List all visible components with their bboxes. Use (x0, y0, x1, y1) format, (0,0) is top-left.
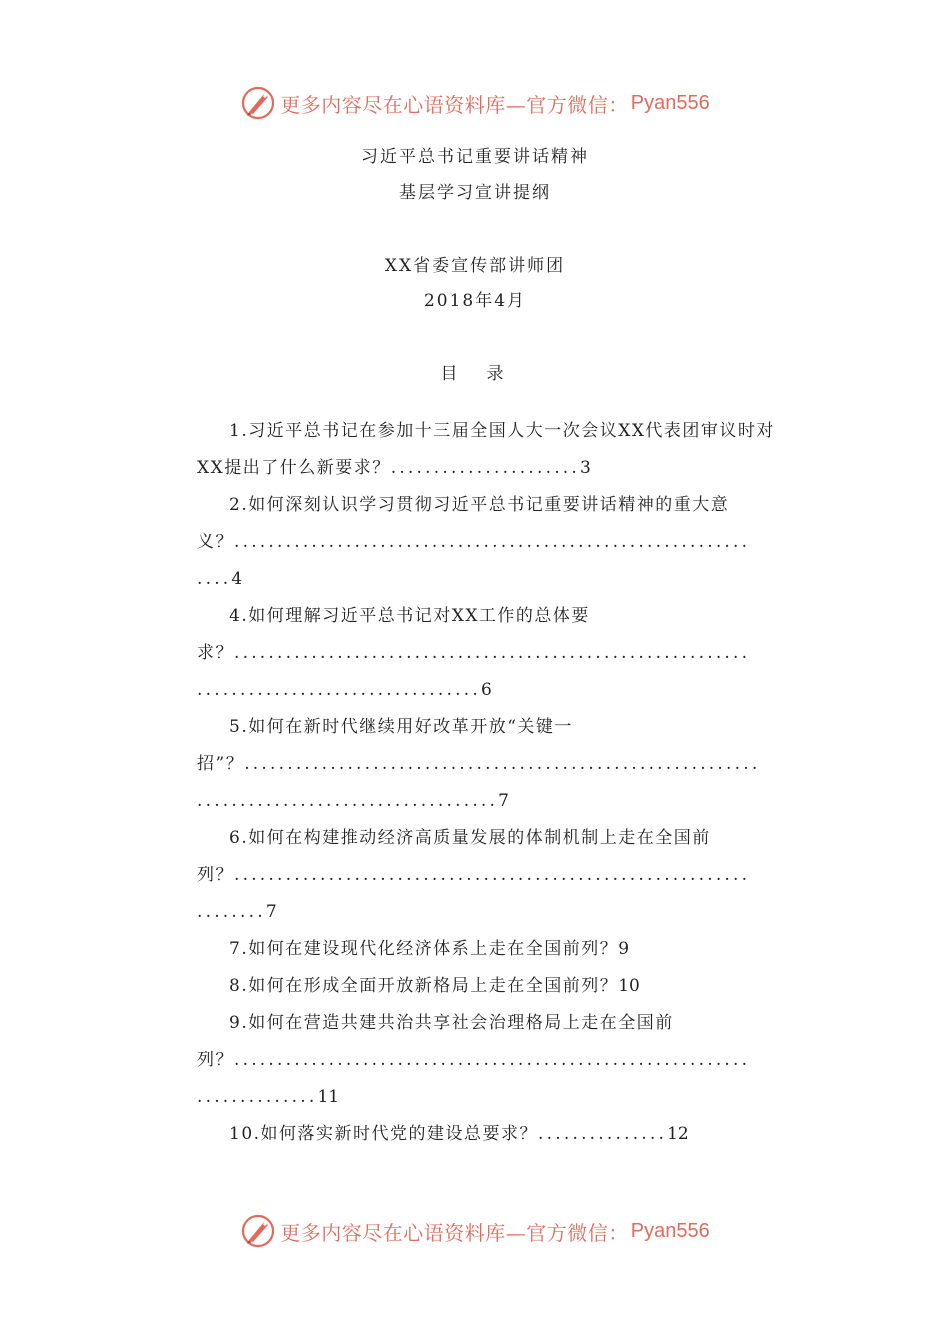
title-line-2: 基层学习宣讲提纲 (399, 183, 551, 203)
toc-line: 5.如何在新时代继续用好改革开放“关键一 (229, 717, 573, 737)
toc-line: ....4 (197, 569, 243, 589)
date-line: 2018年4月 (423, 291, 527, 311)
table-of-contents (197, 413, 797, 1153)
pen-logo-icon (240, 85, 276, 121)
toc-line: 义？............................................................ (197, 532, 751, 552)
toc-line: 列？............................................................ (197, 865, 751, 885)
toc-line: 8.如何在形成全面开放新格局上走在全国前列？10 (229, 976, 640, 996)
toc-page-number: 7 (265, 902, 277, 922)
pen-logo-icon (240, 1213, 276, 1249)
toc-page-number: 9 (618, 939, 630, 959)
toc-page-number: 6 (480, 680, 492, 700)
toc-line: 10.如何落实新时代党的建设总要求？...............12 (229, 1124, 689, 1144)
toc-page-number: 4 (231, 569, 243, 589)
toc-page-number: 12 (667, 1124, 689, 1144)
toc-page-number: 3 (580, 458, 591, 478)
toc-line: 6.如何在构建推动经济高质量发展的体制机制上走在全国前 (229, 828, 711, 848)
toc-line: 求？............................................................ (197, 643, 751, 663)
toc-line: 2.如何深刻认识学习贯彻习近平总书记重要讲话精神的重大意 (229, 495, 730, 515)
watermark-banner-bottom (0, 1211, 950, 1251)
title-line-1: 习近平总书记重要讲话精神 (361, 147, 589, 167)
toc-line: 9.如何在营造共建共治共享社会治理格局上走在全国前 (229, 1013, 674, 1033)
toc-line: ........7 (197, 902, 277, 922)
toc-line: 招”？............................................................ (197, 754, 761, 774)
watermark-text: 更多内容尽在心语资料库—官方微信： (280, 92, 629, 117)
toc-line: ...................................7 (197, 791, 509, 811)
toc-page-number: 7 (498, 791, 509, 811)
toc-line: .................................6 (197, 680, 492, 700)
toc-line: 4.如何理解习近平总书记对XX工作的总体要 (229, 606, 590, 626)
toc-page-number: 11 (317, 1087, 340, 1107)
watermark-banner-top (0, 83, 950, 123)
toc-line: 列？............................................................ (197, 1050, 751, 1070)
watermark-id: Pyan556 (630, 1219, 710, 1242)
toc-heading: 目 录 (440, 364, 510, 384)
toc-line: ..............11 (197, 1087, 340, 1107)
watermark-id: Pyan556 (630, 91, 710, 114)
toc-line: 1.习近平总书记在参加十三届全国人大一次会议XX代表团审议时对 (229, 421, 775, 441)
toc-line: 7.如何在建设现代化经济体系上走在全国前列？9 (229, 939, 630, 959)
watermark-text: 更多内容尽在心语资料库—官方微信： (280, 1220, 629, 1245)
toc-page-number: 10 (618, 976, 640, 996)
toc-line: XX提出了什么新要求？......................3 (197, 458, 591, 478)
author-line: XX省委宣传部讲师团 (384, 256, 566, 276)
